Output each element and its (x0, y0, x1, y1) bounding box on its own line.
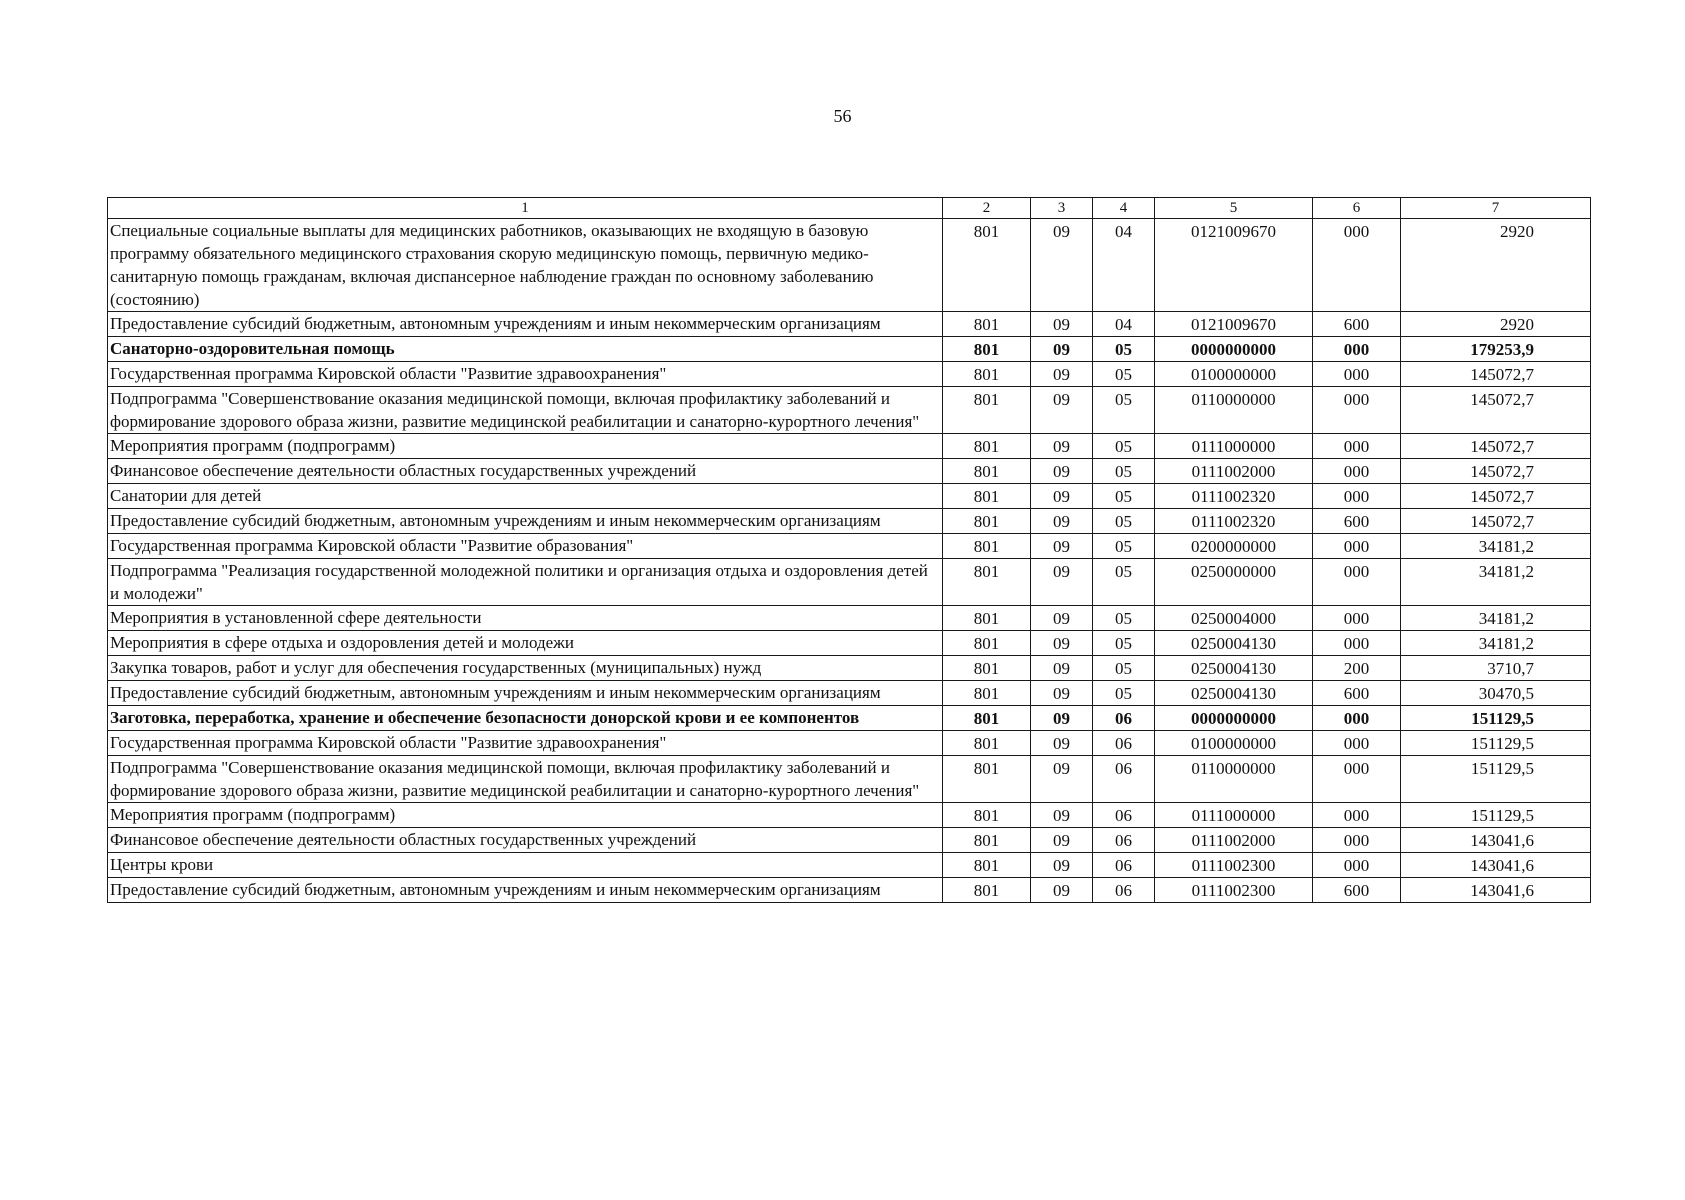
row-expense-type-cell: 000 (1313, 484, 1401, 509)
row-expense-type-cell: 000 (1313, 534, 1401, 559)
row-expense-type-cell: 200 (1313, 656, 1401, 681)
row-target-item-cell: 0250004000 (1155, 606, 1313, 631)
row-subsection-cell: 06 (1093, 853, 1155, 878)
row-amount-cell: 34181,2 (1401, 631, 1591, 656)
table-row (108, 803, 1591, 828)
row-amount-cell: 143041,6 (1401, 853, 1591, 878)
row-subsection-cell: 05 (1093, 509, 1155, 534)
row-admin-code-cell: 801 (943, 706, 1031, 731)
table-row (108, 387, 1591, 434)
row-amount-cell: 145072,7 (1401, 484, 1591, 509)
row-admin-code-cell: 801 (943, 756, 1031, 803)
row-section-cell: 09 (1031, 606, 1093, 631)
table-row (108, 606, 1591, 631)
row-amount-cell: 34181,2 (1401, 606, 1591, 631)
row-name-cell: Предоставление субсидий бюджетным, автономным учреждениям и иным некоммерческим организациям (108, 312, 943, 337)
row-admin-code-cell: 801 (943, 387, 1031, 434)
row-target-item-cell: 0000000000 (1155, 706, 1313, 731)
row-name-cell: Финансовое обеспечение деятельности областных государственных учреждений (108, 828, 943, 853)
table-row (108, 656, 1591, 681)
row-admin-code-cell: 801 (943, 681, 1031, 706)
row-section-cell: 09 (1031, 484, 1093, 509)
row-subsection-cell: 06 (1093, 756, 1155, 803)
row-subsection-cell: 05 (1093, 534, 1155, 559)
row-amount-cell: 2920 (1401, 312, 1591, 337)
row-subsection-cell: 05 (1093, 606, 1155, 631)
table-row (108, 219, 1591, 312)
row-expense-type-cell: 000 (1313, 631, 1401, 656)
row-expense-type-cell: 000 (1313, 606, 1401, 631)
table-row (108, 509, 1591, 534)
row-name-cell: Центры крови (108, 853, 943, 878)
row-subsection-cell: 05 (1093, 459, 1155, 484)
row-expense-type-cell: 600 (1313, 878, 1401, 903)
table-row (108, 731, 1591, 756)
table-row (108, 434, 1591, 459)
column-header-6: 6 (1313, 198, 1401, 219)
row-amount-cell: 34181,2 (1401, 534, 1591, 559)
row-amount-cell: 2920 (1401, 219, 1591, 312)
row-subsection-cell: 05 (1093, 631, 1155, 656)
row-expense-type-cell: 000 (1313, 219, 1401, 312)
row-name-cell: Предоставление субсидий бюджетным, автономным учреждениям и иным некоммерческим организациям (108, 878, 943, 903)
row-name-cell: Заготовка, переработка, хранение и обеспечение безопасности донорской крови и ее компонентов (108, 706, 943, 731)
budget-table (107, 197, 1591, 903)
row-subsection-cell: 06 (1093, 731, 1155, 756)
column-header-3: 3 (1031, 198, 1093, 219)
row-section-cell: 09 (1031, 656, 1093, 681)
row-expense-type-cell: 600 (1313, 681, 1401, 706)
row-name-cell: Мероприятия программ (подпрограмм) (108, 434, 943, 459)
row-admin-code-cell: 801 (943, 803, 1031, 828)
row-target-item-cell: 0111000000 (1155, 434, 1313, 459)
row-amount-cell: 30470,5 (1401, 681, 1591, 706)
table-row (108, 459, 1591, 484)
table-row (108, 681, 1591, 706)
page-number: 56 (833, 106, 852, 126)
row-name-cell: Предоставление субсидий бюджетным, автономным учреждениям и иным некоммерческим организациям (108, 681, 943, 706)
row-subsection-cell: 04 (1093, 219, 1155, 312)
row-target-item-cell: 0121009670 (1155, 219, 1313, 312)
row-target-item-cell: 0111002320 (1155, 509, 1313, 534)
row-subsection-cell: 05 (1093, 387, 1155, 434)
row-section-cell: 09 (1031, 337, 1093, 362)
row-amount-cell: 145072,7 (1401, 434, 1591, 459)
table-row (108, 631, 1591, 656)
row-name-cell: Специальные социальные выплаты для медицинских работников, оказывающих не входящую в базовую программу обязательного медицинского страхования скорую медицинскую помощь, первичную медико-санитарную помощь гражданам, включая диспансерное наблюдение граждан по основному заболеванию (состоянию) (108, 219, 943, 312)
row-name-cell: Мероприятия программ (подпрограмм) (108, 803, 943, 828)
row-section-cell: 09 (1031, 312, 1093, 337)
column-header-4: 4 (1093, 198, 1155, 219)
row-section-cell: 09 (1031, 559, 1093, 606)
row-expense-type-cell: 000 (1313, 756, 1401, 803)
header-row (108, 198, 1591, 219)
row-target-item-cell: 0250004130 (1155, 631, 1313, 656)
row-expense-type-cell: 000 (1313, 362, 1401, 387)
row-expense-type-cell: 000 (1313, 828, 1401, 853)
row-target-item-cell: 0250004130 (1155, 681, 1313, 706)
row-subsection-cell: 06 (1093, 878, 1155, 903)
row-name-cell: Финансовое обеспечение деятельности областных государственных учреждений (108, 459, 943, 484)
row-section-cell: 09 (1031, 706, 1093, 731)
row-target-item-cell: 0111002320 (1155, 484, 1313, 509)
table-body (108, 219, 1591, 903)
table-row (108, 362, 1591, 387)
table-row (108, 337, 1591, 362)
row-expense-type-cell: 000 (1313, 559, 1401, 606)
row-name-cell: Государственная программа Кировской области "Развитие образования" (108, 534, 943, 559)
row-amount-cell: 143041,6 (1401, 878, 1591, 903)
row-subsection-cell: 05 (1093, 559, 1155, 606)
row-name-cell: Предоставление субсидий бюджетным, автономным учреждениям и иным некоммерческим организациям (108, 509, 943, 534)
row-section-cell: 09 (1031, 509, 1093, 534)
row-admin-code-cell: 801 (943, 459, 1031, 484)
row-amount-cell: 145072,7 (1401, 459, 1591, 484)
row-name-cell: Подпрограмма "Совершенствование оказания медицинской помощи, включая профилактику заболеваний и формирование здорового образа жизни, развитие медицинской реабилитации и санаторно-курортного лечения" (108, 756, 943, 803)
row-subsection-cell: 05 (1093, 362, 1155, 387)
row-section-cell: 09 (1031, 387, 1093, 434)
column-header-7: 7 (1401, 198, 1591, 219)
row-admin-code-cell: 801 (943, 853, 1031, 878)
row-admin-code-cell: 801 (943, 534, 1031, 559)
row-subsection-cell: 05 (1093, 656, 1155, 681)
row-admin-code-cell: 801 (943, 337, 1031, 362)
table-row (108, 828, 1591, 853)
row-subsection-cell: 05 (1093, 484, 1155, 509)
row-amount-cell: 151129,5 (1401, 731, 1591, 756)
row-amount-cell: 145072,7 (1401, 387, 1591, 434)
row-amount-cell: 3710,7 (1401, 656, 1591, 681)
row-name-cell: Мероприятия в сфере отдыха и оздоровления детей и молодежи (108, 631, 943, 656)
row-section-cell: 09 (1031, 362, 1093, 387)
row-admin-code-cell: 801 (943, 878, 1031, 903)
table-row (108, 534, 1591, 559)
row-amount-cell: 145072,7 (1401, 509, 1591, 534)
row-expense-type-cell: 000 (1313, 731, 1401, 756)
row-subsection-cell: 06 (1093, 828, 1155, 853)
row-name-cell: Государственная программа Кировской области "Развитие здравоохранения" (108, 362, 943, 387)
row-name-cell: Санатории для детей (108, 484, 943, 509)
row-section-cell: 09 (1031, 803, 1093, 828)
column-header-5: 5 (1155, 198, 1313, 219)
row-target-item-cell: 0111002300 (1155, 853, 1313, 878)
row-name-cell: Закупка товаров, работ и услуг для обеспечения государственных (муниципальных) нужд (108, 656, 943, 681)
row-admin-code-cell: 801 (943, 631, 1031, 656)
table-row (108, 484, 1591, 509)
row-expense-type-cell: 000 (1313, 706, 1401, 731)
row-section-cell: 09 (1031, 434, 1093, 459)
row-target-item-cell: 0121009670 (1155, 312, 1313, 337)
table-header (108, 198, 1591, 219)
row-section-cell: 09 (1031, 878, 1093, 903)
row-section-cell: 09 (1031, 828, 1093, 853)
row-subsection-cell: 05 (1093, 337, 1155, 362)
row-expense-type-cell: 000 (1313, 459, 1401, 484)
row-target-item-cell: 0000000000 (1155, 337, 1313, 362)
row-target-item-cell: 0110000000 (1155, 387, 1313, 434)
table-row (108, 559, 1591, 606)
row-expense-type-cell: 000 (1313, 387, 1401, 434)
row-admin-code-cell: 801 (943, 509, 1031, 534)
row-section-cell: 09 (1031, 853, 1093, 878)
row-admin-code-cell: 801 (943, 484, 1031, 509)
row-section-cell: 09 (1031, 534, 1093, 559)
row-amount-cell: 145072,7 (1401, 362, 1591, 387)
row-admin-code-cell: 801 (943, 731, 1031, 756)
table-row (108, 312, 1591, 337)
row-name-cell: Подпрограмма "Совершенствование оказания медицинской помощи, включая профилактику заболеваний и формирование здорового образа жизни, развитие медицинской реабилитации и санаторно-курортного лечения" (108, 387, 943, 434)
row-expense-type-cell: 000 (1313, 803, 1401, 828)
row-section-cell: 09 (1031, 459, 1093, 484)
row-admin-code-cell: 801 (943, 828, 1031, 853)
row-section-cell: 09 (1031, 219, 1093, 312)
row-amount-cell: 143041,6 (1401, 828, 1591, 853)
row-subsection-cell: 05 (1093, 434, 1155, 459)
row-name-cell: Мероприятия в установленной сфере деятельности (108, 606, 943, 631)
row-section-cell: 09 (1031, 631, 1093, 656)
row-amount-cell: 151129,5 (1401, 706, 1591, 731)
row-name-cell: Государственная программа Кировской области "Развитие здравоохранения" (108, 731, 943, 756)
row-expense-type-cell: 600 (1313, 312, 1401, 337)
row-amount-cell: 179253,9 (1401, 337, 1591, 362)
row-target-item-cell: 0111002300 (1155, 878, 1313, 903)
table-row (108, 878, 1591, 903)
row-expense-type-cell: 600 (1313, 509, 1401, 534)
row-target-item-cell: 0110000000 (1155, 756, 1313, 803)
row-subsection-cell: 04 (1093, 312, 1155, 337)
row-amount-cell: 151129,5 (1401, 756, 1591, 803)
row-name-cell: Санаторно-оздоровительная помощь (108, 337, 943, 362)
row-subsection-cell: 05 (1093, 681, 1155, 706)
row-target-item-cell: 0200000000 (1155, 534, 1313, 559)
row-target-item-cell: 0250004130 (1155, 656, 1313, 681)
table-row (108, 706, 1591, 731)
row-admin-code-cell: 801 (943, 312, 1031, 337)
row-target-item-cell: 0100000000 (1155, 731, 1313, 756)
row-target-item-cell: 0100000000 (1155, 362, 1313, 387)
row-admin-code-cell: 801 (943, 606, 1031, 631)
row-admin-code-cell: 801 (943, 656, 1031, 681)
row-section-cell: 09 (1031, 756, 1093, 803)
row-target-item-cell: 0111002000 (1155, 459, 1313, 484)
row-target-item-cell: 0111000000 (1155, 803, 1313, 828)
row-section-cell: 09 (1031, 731, 1093, 756)
row-amount-cell: 151129,5 (1401, 803, 1591, 828)
row-target-item-cell: 0111002000 (1155, 828, 1313, 853)
column-header-1: 1 (108, 198, 943, 219)
row-expense-type-cell: 000 (1313, 337, 1401, 362)
row-admin-code-cell: 801 (943, 434, 1031, 459)
row-admin-code-cell: 801 (943, 362, 1031, 387)
row-name-cell: Подпрограмма "Реализация государственной молодежной политики и организация отдыха и оздоровления детей и молодежи" (108, 559, 943, 606)
table-row (108, 853, 1591, 878)
row-expense-type-cell: 000 (1313, 853, 1401, 878)
row-section-cell: 09 (1031, 681, 1093, 706)
column-header-2: 2 (943, 198, 1031, 219)
row-admin-code-cell: 801 (943, 559, 1031, 606)
row-expense-type-cell: 000 (1313, 434, 1401, 459)
row-subsection-cell: 06 (1093, 803, 1155, 828)
row-admin-code-cell: 801 (943, 219, 1031, 312)
row-target-item-cell: 0250000000 (1155, 559, 1313, 606)
table-row (108, 756, 1591, 803)
row-subsection-cell: 06 (1093, 706, 1155, 731)
row-amount-cell: 34181,2 (1401, 559, 1591, 606)
